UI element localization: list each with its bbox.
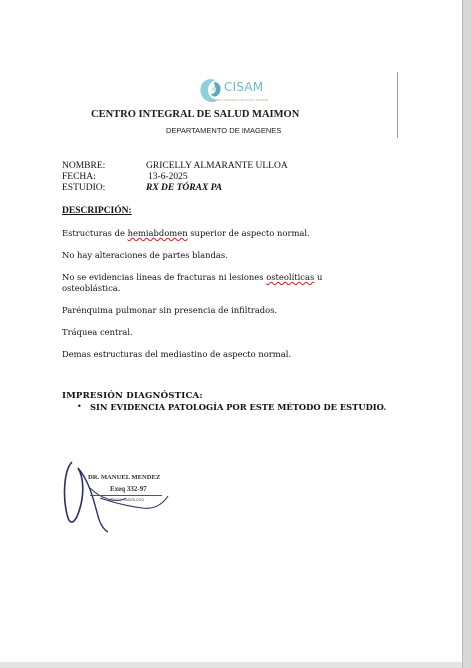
- doctor-name: DR. MANUEL MENDEZ: [88, 474, 161, 481]
- description-heading: DESCRIPCIÓN:: [62, 206, 132, 216]
- finding-paragraph-2: No hay alteraciones de partes blandas.: [62, 250, 228, 260]
- signature-line: [90, 495, 162, 496]
- doctor-registry: Exeq 332-97: [110, 485, 147, 493]
- impression-item: SIN EVIDENCIA PATOLOGÍA POR ESTE MÉTODO DE ESTUDIO.: [90, 402, 387, 412]
- center-name: CENTRO INTEGRAL DE SALUD MAIMON: [91, 109, 300, 120]
- name-value: GRICELLY ALMARANTE ULLOA: [146, 161, 288, 171]
- bullet-icon: •: [77, 402, 82, 411]
- page-bottom-edge: [0, 662, 462, 668]
- logo-subtitle: CENTRO INTEGRAL DE SALUD MAIMON: [210, 98, 269, 102]
- finding-paragraph-4: Parénquima pulmonar sin presencia de infiltrados.: [62, 305, 278, 315]
- spellcheck-word-hemiabdomen: hemiabdomen: [127, 228, 188, 238]
- date-value: 13-6-2025: [148, 172, 188, 182]
- study-value: RX DE TÓRAX PA: [146, 183, 223, 193]
- finding-1-text-end: superior de aspecto normal.: [187, 228, 310, 238]
- finding-paragraph-5: Tráquea central.: [62, 327, 133, 337]
- finding-3-text-end: u osteoblástica.: [62, 272, 323, 293]
- impression-heading: IMPRESIÓN DIAGNÓSTICA:: [62, 391, 203, 401]
- logo-wordmark: CISAM: [224, 80, 264, 94]
- name-label: NOMBRE:: [62, 161, 106, 171]
- doctor-role: MÉDICO RADIÓLOGO: [108, 498, 145, 502]
- window-edge: [462, 0, 471, 668]
- spellcheck-word-osteoliticas: osteolíticas: [266, 272, 315, 282]
- finding-paragraph-1: [62, 228, 362, 239]
- finding-1-text-start: Estructuras de: [62, 228, 128, 238]
- department-name: DEPARTAMENTO DE IMAGENES: [166, 126, 282, 135]
- finding-paragraph-3: [62, 272, 362, 294]
- finding-paragraph-6: Demas estructuras del mediastino de aspecto normal.: [62, 349, 292, 359]
- date-label: FECHA:: [62, 172, 96, 182]
- study-label: ESTUDIO:: [62, 183, 106, 193]
- finding-3-text-start: No se evidencias líneas de fracturas ni lesiones: [62, 272, 267, 282]
- header-divider: [397, 72, 398, 138]
